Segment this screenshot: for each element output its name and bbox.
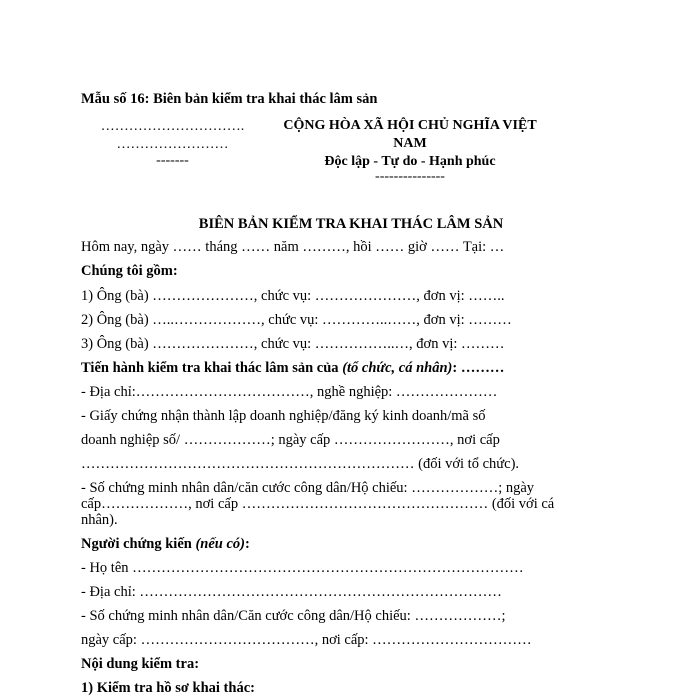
agency-placeholder-2: …………………… xyxy=(116,137,229,152)
business-cert-line3: …………………………………………………………… (đối với tổ chức). xyxy=(81,456,520,472)
business-cert-line1: - Giấy chứng nhận thành lập doanh nghiệp/đăng ký kinh doanh/mã số xyxy=(81,408,486,424)
national-motto: Độc lập - Tự do - Hạnh phúc xyxy=(324,154,496,169)
inspection-subject-label: Tiến hành kiểm tra khai thác lâm sản của xyxy=(81,360,343,376)
witness-label: Người chứng kiến xyxy=(81,536,196,552)
id-card-line1: - Số chứng minh nhân dân/căn cước công dân/Hộ chiếu: ………………; ngày xyxy=(81,480,535,496)
form-label: Mẫu số 16: Biên bản kiểm tra khai thác lâm sản xyxy=(81,91,378,107)
witness-note: (nếu có) xyxy=(195,536,246,552)
witness-address-line: - Địa chỉ: ………………………………………………………………… xyxy=(81,584,502,600)
business-cert-line2: doanh nghiệp số/ ………………; ngày cấp ……………………, nơi cấp xyxy=(81,432,500,448)
motto-separator: --------------- xyxy=(375,169,445,184)
national-title-line1: CỘNG HÒA XÃ HỘI CHỦ NGHĨA VIỆT xyxy=(283,118,537,133)
witness-id-line2: ngày cấp: ………………………………, nơi cấp: …………………………… xyxy=(81,632,532,648)
participants-heading: Chúng tôi gồm: xyxy=(81,263,178,279)
date-line: Hôm nay, ngày …… tháng …… năm ………, hồi …… giờ …… Tại: … xyxy=(81,239,505,255)
agency-separator: ------- xyxy=(156,153,189,168)
participant-1: 1) Ông (bà) …………………, chức vụ: …………………, đơn vị: …….. xyxy=(81,288,505,304)
inspection-subject-line xyxy=(81,359,504,377)
participant-2: 2) Ông (bà) …..………………, chức vụ: …………..……, đơn vị: ……… xyxy=(81,312,512,328)
document-title: BIÊN BẢN KIỂM TRA KHAI THÁC LÂM SẢN xyxy=(198,216,504,232)
id-card-line3: nhân). xyxy=(81,512,118,528)
witness-id-line1: - Số chứng minh nhân dân/Căn cước công dân/Hộ chiếu: ………………; xyxy=(81,608,506,624)
national-title-line2: NAM xyxy=(393,136,427,151)
inspection-content-heading: Nội dung kiểm tra: xyxy=(81,656,200,672)
agency-placeholder-1: …………………………. xyxy=(100,119,245,134)
witness-name-line: - Họ tên ……………………………………………………………………… xyxy=(81,560,524,576)
witness-tail: : xyxy=(245,536,250,552)
participant-3: 3) Ông (bà) …………………, chức vụ: ……………..…, đơn vị: ……… xyxy=(81,336,505,352)
inspection-subject-tail: : ……… xyxy=(452,360,505,376)
address-line: - Địa chỉ:………………………………, nghề nghiệp: ………………… xyxy=(81,384,498,400)
id-card-line2: cấp………………, nơi cấp …………………………………………… (đối với cá xyxy=(81,496,555,512)
dossier-check-heading: 1) Kiểm tra hồ sơ khai thác: xyxy=(81,680,255,696)
inspection-subject-note: (tổ chức, cá nhân) xyxy=(342,360,453,376)
witness-heading xyxy=(81,535,250,553)
